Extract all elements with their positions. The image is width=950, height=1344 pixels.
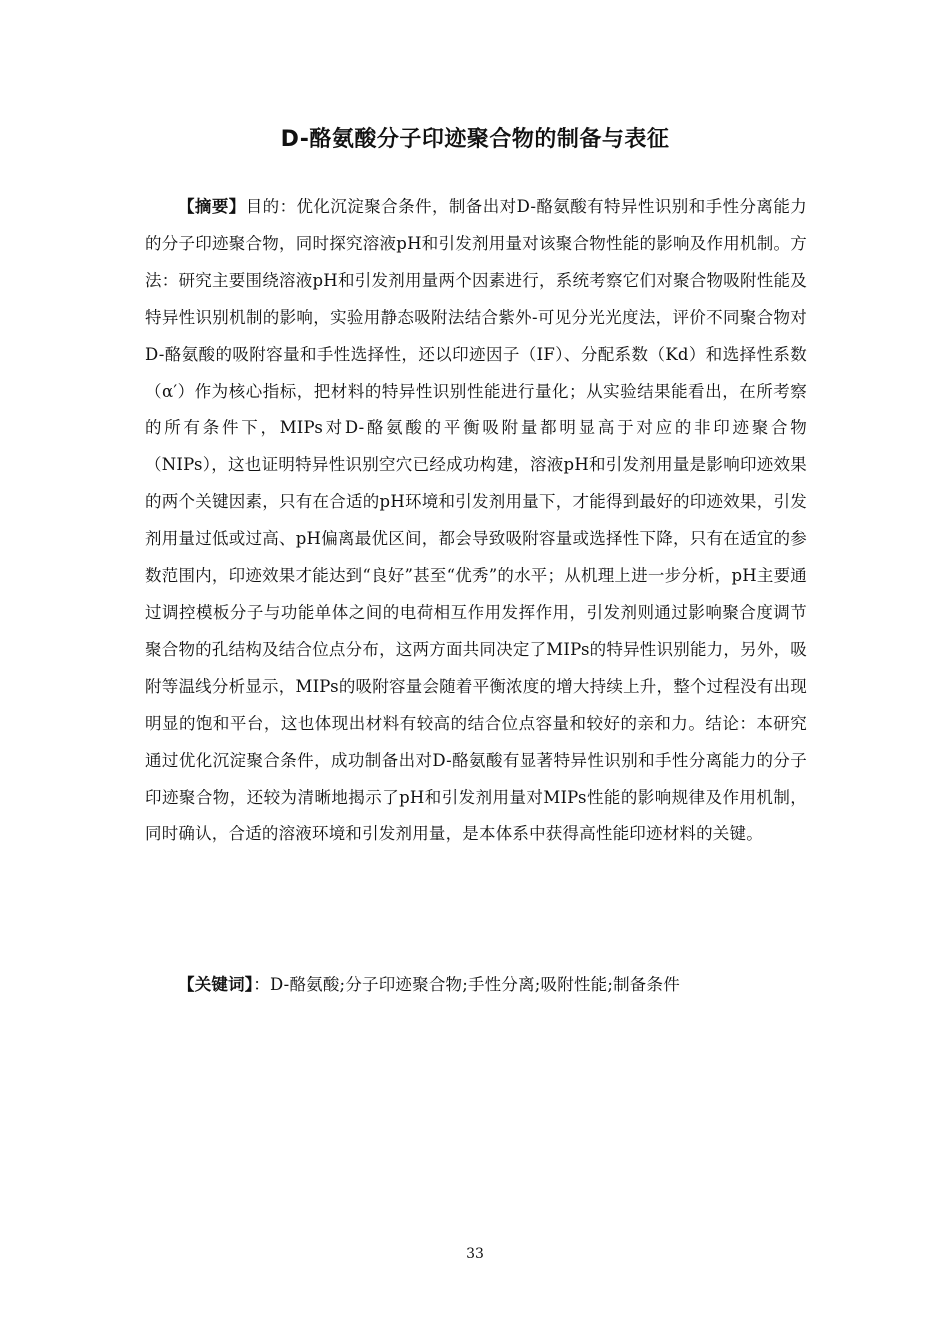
- keywords-label: 【关键词】: [178, 975, 254, 994]
- document-title: D-酪氨酸分子印迹聚合物的制备与表征: [280, 127, 670, 152]
- abstract-text: 目的：优化沉淀聚合条件，制备出对D-酪氨酸有特异性识别和手性分离能力的分子印迹聚合物，同时探究溶液pH和引发剂用量对该聚合物性能的影响及作用机制。方法：研究主要围绕溶液pH和引发剂用量两个因素进行，系统考察它们对聚合物吸附性能及特异性识别机制的影响，实验用静态吸附法结合紫外-可见分光光度法，评价不同聚合物对D-酪氨酸的吸附容量和手性选择性，还以印迹因子（IF）、分配系数（Kd）和选择性系数（α′）作为核心指标，把材料的特异性识别性能进行量化；从实验结果能看出，在所考察的所有条件下，MIPs对D-酪氨酸的平衡吸附量都明显高于对应的非印迹聚合物（NIPs），这也证明特异性识别空穴已经成功构建，溶液pH和引发剂用量是影响印迹效果的两个关键因素，只有在合适的pH环境和引发剂用量下，才能得到最好的印迹效果，引发剂用量过低或过高、pH偏离最优区间，都会导致吸附容量或选择性下降，只有在适宜的参数范围内，印迹效果才能达到“良好”甚至“优秀”的水平；从机理上进一步分析，pH主要通过调控模板分子与功能单体之间的电荷相互作用发挥作用，引发剂则通过影响聚合度调节聚合物的孔结构及结合位点分布，这两方面共同决定了MIPs的特异性识别能力，另外，吸附等温线分析显示，MIPs的吸附容量会随着平衡浓度的增大持续上升，整个过程没有出现明显的饱和平台，这也体现出材料有较高的结合位点容量和较好的亲和力。结论：本研究通过优化沉淀聚合条件，成功制备出对D-酪氨酸有显著特异性识别和手性分离能力的分子印迹聚合物，还较为清晰地揭示了pH和引发剂用量对MIPs性能的影响规律及作用机制，同时确认，合适的溶液环境和引发剂用量，是本体系中获得高性能印迹材料的关键。: [145, 197, 807, 844]
- abstract-paragraph: [145, 189, 807, 853]
- page-number: 33: [466, 1246, 484, 1262]
- keywords-paragraph: [145, 967, 807, 1004]
- keywords-text: ：D-酪氨酸;分子印迹聚合物;手性分离;吸附性能;制备条件: [253, 975, 680, 994]
- abstract-label: 【摘要】: [178, 197, 246, 216]
